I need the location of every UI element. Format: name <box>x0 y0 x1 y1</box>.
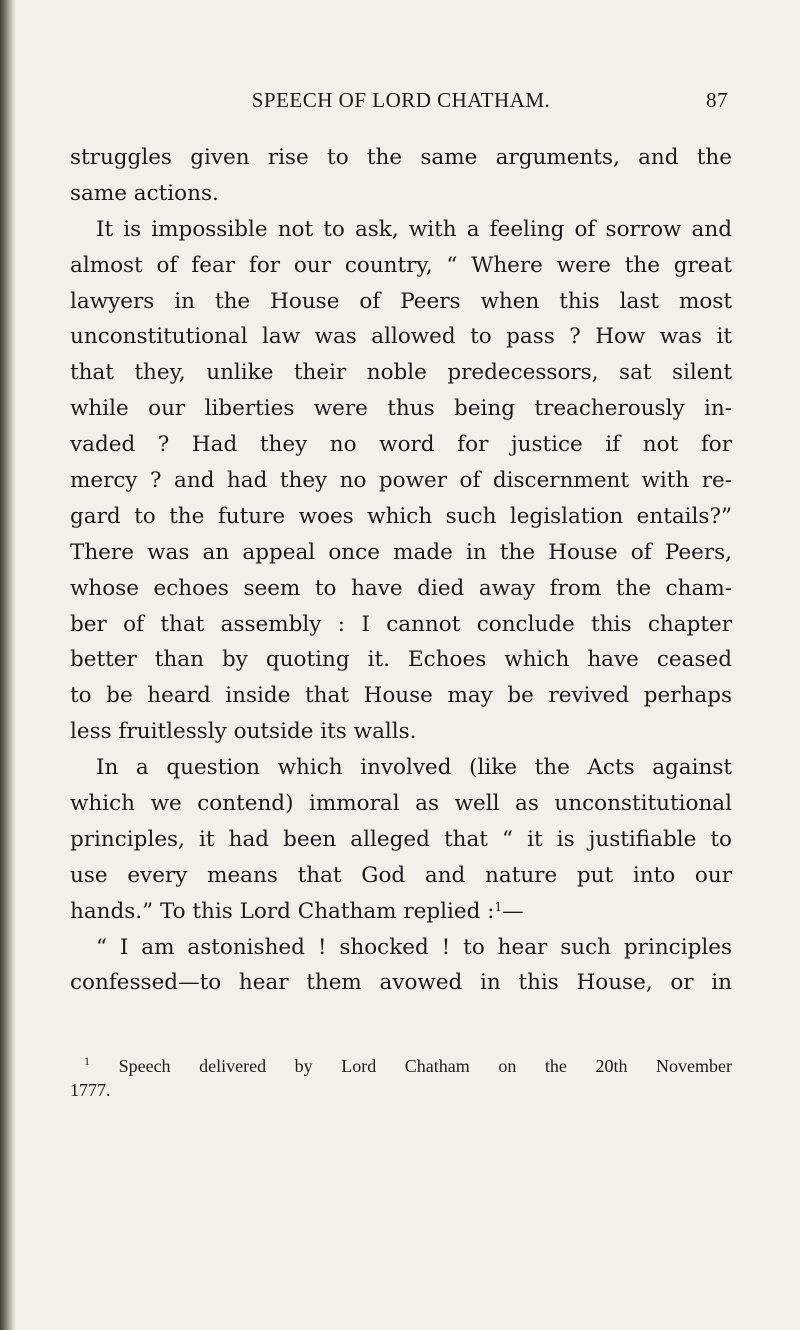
footnote-line <box>70 1054 732 1078</box>
text-line: almost of fear for our country, “ Where were the great <box>70 252 732 278</box>
text-line: use every means that God and nature put into our <box>70 862 732 888</box>
text-line: mercy ? and had they no power of discernment with re- <box>70 468 732 494</box>
text-line: ber of that assembly : I cannot conclude this chapter <box>70 611 732 637</box>
text-line: while our liberties were thus being treacherously in- <box>70 396 732 422</box>
footnote <box>70 1054 732 1102</box>
body-text <box>70 140 732 1001</box>
footnote-line: 1777. <box>70 1080 111 1100</box>
text-line: struggles given rise to the same arguments, and the <box>70 145 732 170</box>
text-line-with-footnote <box>70 894 732 930</box>
footnote-marker: 1 <box>84 1054 90 1068</box>
text-line: gard to the future woes which such legislation entails?” <box>70 503 732 529</box>
running-head <box>70 88 732 118</box>
text-line: “ I am astonished ! shocked ! to hear such principles <box>96 934 732 960</box>
text-line: which we contend) immoral as well as unconstitutional <box>70 791 732 817</box>
page-binding-edge <box>0 0 16 1330</box>
text-line: whose echoes seem to have died away from the cham- <box>70 575 732 601</box>
text-line: confessed—to hear them avowed in this House, or in <box>70 970 732 996</box>
book-page <box>70 0 732 1330</box>
text-line: unconstitutional law was allowed to pass ? How was it <box>70 324 732 350</box>
text-line: that they, unlike their noble predecessors, sat silent <box>70 360 732 386</box>
running-head-title: SPEECH OF LORD CHATHAM. <box>251 88 551 112</box>
text-line: better than by quoting it. Echoes which have ceased <box>70 647 732 673</box>
text-line: to be heard inside that House may be revived perhaps <box>70 683 732 709</box>
text-line: There was an appeal once made in the House of Peers, <box>70 539 732 565</box>
text-line: It is impossible not to ask, with a feeling of sorrow and <box>96 216 732 242</box>
text-line: principles, it had been alleged that “ it is justifiable to <box>70 826 732 852</box>
page-number: 87 <box>706 88 728 112</box>
text-line: vaded ? Had they no word for justice if not for <box>70 432 732 458</box>
em-dash: — <box>502 898 524 924</box>
text-line-body: hands.” To this Lord Chatham replied : <box>70 898 495 924</box>
footnote-text: Speech delivered by Lord Chatham on the 20th November <box>118 1056 733 1076</box>
footnote-reference: 1 <box>494 899 503 914</box>
text-line: lawyers in the House of Peers when this last most <box>70 288 732 314</box>
text-line: less fruitlessly outside its walls. <box>70 719 417 745</box>
text-line: In a question which involved (like the Acts against <box>96 755 732 781</box>
text-line: same actions. <box>70 180 219 206</box>
